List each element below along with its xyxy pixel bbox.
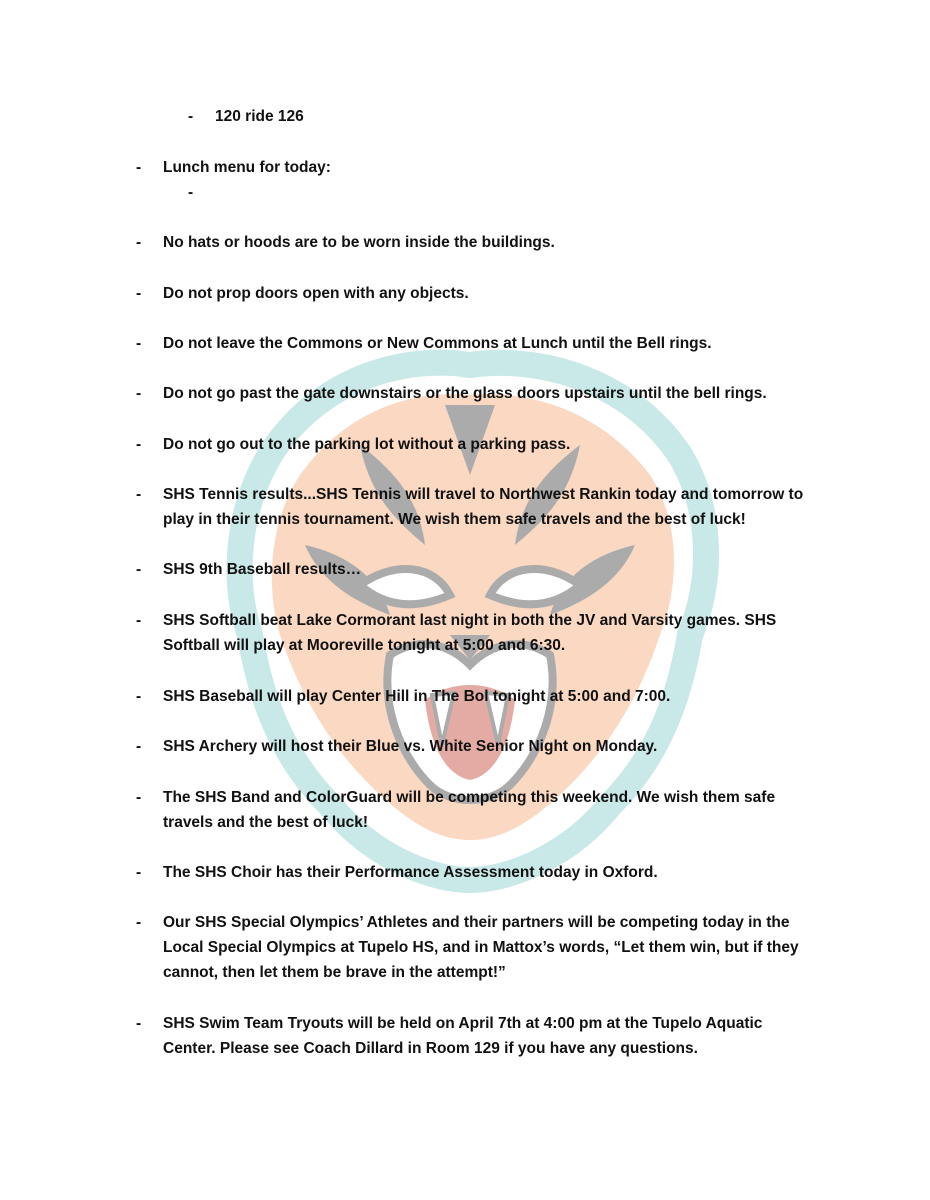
bullet-dash: - — [136, 914, 142, 931]
list-item-text: SHS Archery will host their Blue vs. White Senior Night on Monday. — [163, 738, 658, 755]
bullet-dash: - — [136, 1015, 142, 1032]
bullet-dash: - — [136, 486, 142, 503]
list-item-text: The SHS Choir has their Performance Assessment today in Oxford. — [163, 864, 658, 881]
list-item — [136, 860, 836, 885]
list-item — [136, 432, 836, 457]
list-item-text: The SHS Band and ColorGuard will be competing this weekend. We wish them safe travels and the best of luck! — [163, 789, 776, 831]
bullet-dash: - — [188, 184, 194, 201]
list-item-text: Do not go past the gate downstairs or the glass doors upstairs until the bell rings. — [163, 385, 767, 402]
bullet-dash: - — [136, 738, 142, 755]
list-item-text: SHS Tennis results...SHS Tennis will travel to Northwest Rankin today and tomorrow to play in their tennis tournament. We wish them safe travels and the best of luck! — [163, 486, 804, 528]
list-item — [136, 381, 836, 406]
bullet-dash: - — [136, 335, 142, 352]
bullet-dash: - — [136, 436, 142, 453]
bullet-dash: - — [136, 864, 142, 881]
bullet-dash: - — [136, 385, 142, 402]
list-item-text: Do not leave the Commons or New Commons at Lunch until the Bell rings. — [163, 335, 712, 352]
bullet-dash: - — [136, 234, 142, 251]
list-item — [136, 482, 836, 532]
list-item — [136, 331, 836, 356]
list-item — [136, 281, 836, 306]
list-item — [136, 608, 836, 658]
bullet-dash: - — [136, 561, 142, 578]
list-item — [188, 104, 828, 129]
bullet-dash: - — [136, 159, 142, 176]
bullet-dash: - — [188, 108, 194, 125]
bullet-dash: - — [136, 688, 142, 705]
bullet-dash: - — [136, 285, 142, 302]
list-item-text: Our SHS Special Olympics’ Athletes and their partners will be competing today in the Local Special Olympics at Tupelo HS, and in Mattox’s words, “Let them win, but if they cannot, then let them be brave in the attempt!” — [163, 914, 799, 981]
list-item — [136, 557, 836, 582]
list-item-lunch — [136, 155, 836, 180]
list-item-text: SHS Softball beat Lake Cormorant last night in both the JV and Varsity games. SHS Softball will play at Mooreville tonight at 5:00 and 6:30. — [163, 612, 777, 654]
list-item — [136, 785, 836, 835]
list-item-text: SHS Baseball will play Center Hill in The Bol tonight at 5:00 and 7:00. — [163, 688, 671, 705]
list-item — [136, 1011, 836, 1061]
list-item — [136, 230, 836, 255]
list-item-text: 120 ride 126 — [215, 108, 304, 125]
list-item — [136, 910, 836, 985]
list-item-text: Lunch menu for today: — [163, 159, 331, 176]
bullet-dash: - — [136, 789, 142, 806]
list-item-text: Do not prop doors open with any objects. — [163, 285, 469, 302]
list-item-text: SHS Swim Team Tryouts will be held on April 7th at 4:00 pm at the Tupelo Aquatic Center. Please see Coach Dillard in Room 129 if you have any questions. — [163, 1015, 763, 1057]
list-item-text: Do not go out to the parking lot without a parking pass. — [163, 436, 571, 453]
list-item — [136, 734, 836, 759]
list-item — [136, 684, 836, 709]
bullet-dash: - — [136, 612, 142, 629]
list-item-text: SHS 9th Baseball results… — [163, 561, 362, 578]
list-item-text: No hats or hoods are to be worn inside the buildings. — [163, 234, 555, 251]
